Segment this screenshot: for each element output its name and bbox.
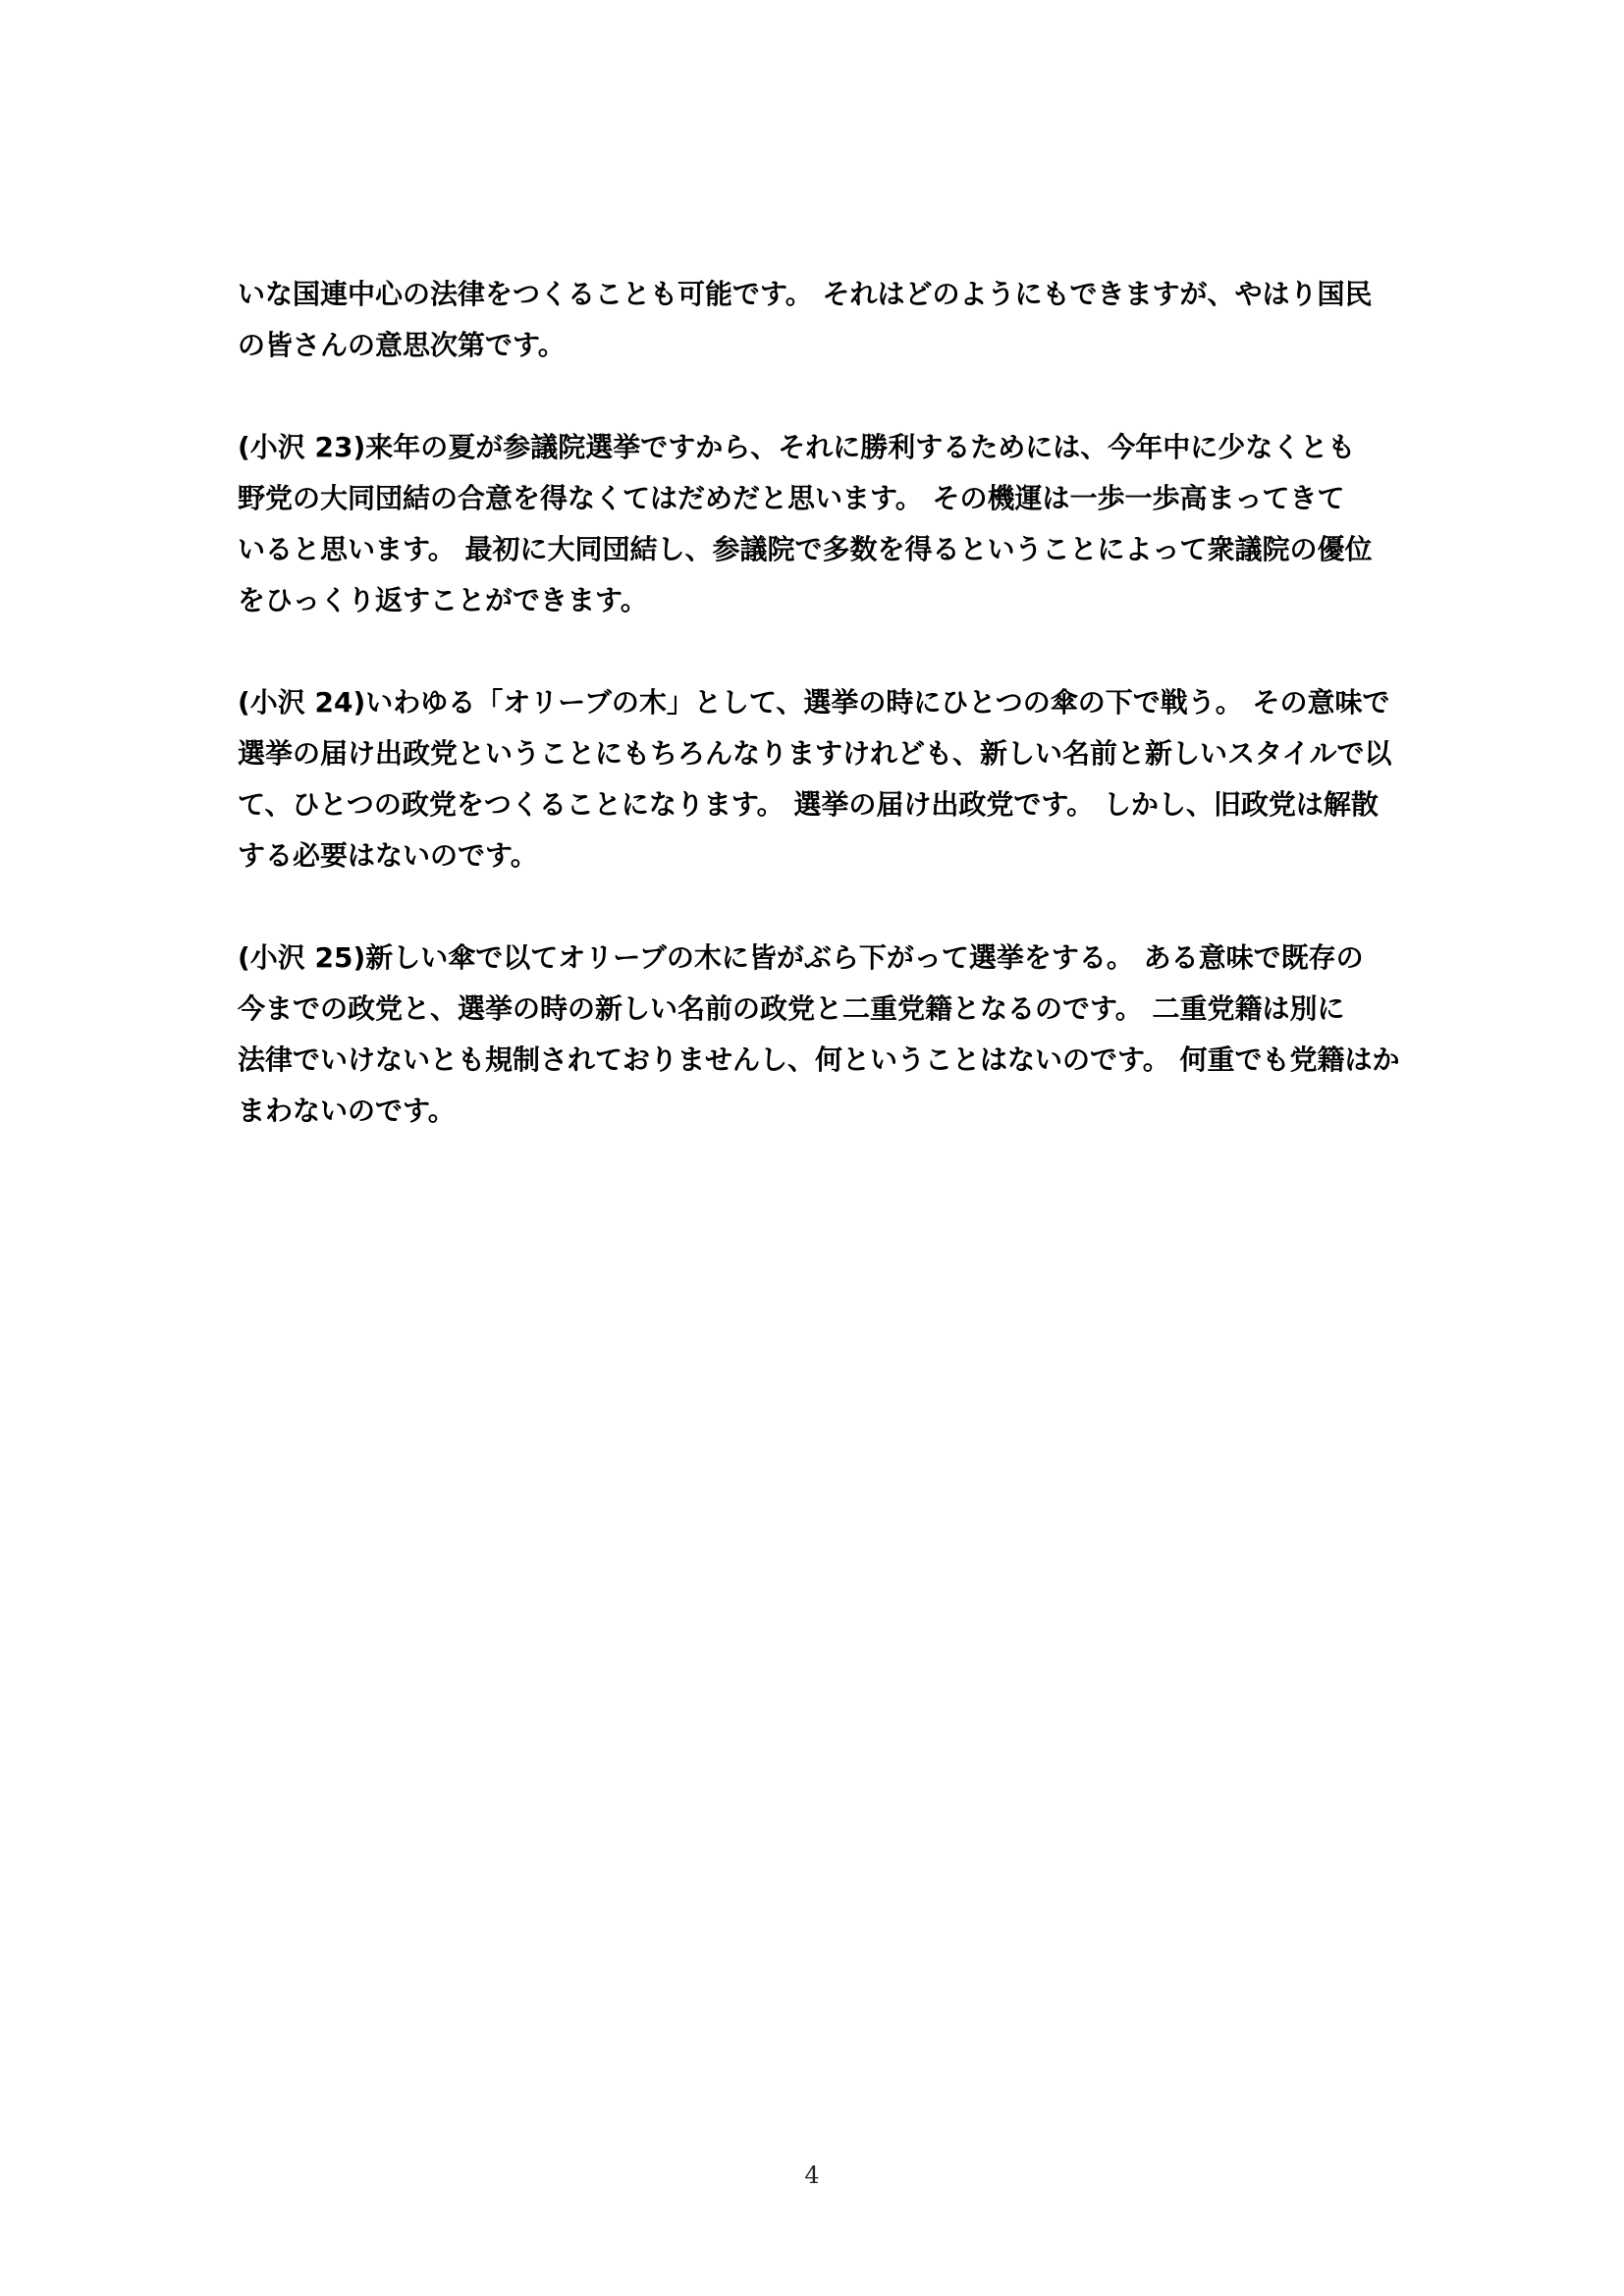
- paragraph-1: [238, 269, 1416, 371]
- paragraph-line: する必要はないのです。: [238, 839, 538, 872]
- paragraph-line: (小沢 25)新しい傘で以てオリーブの木に皆がぶら下がって選挙をする。 ある意味で既存の: [238, 941, 1364, 974]
- page-number: 4: [804, 2162, 820, 2189]
- paragraph-line: いな国連中心の法律をつくることも可能です。 それはどのようにもできますが、やはり国民: [238, 278, 1373, 310]
- paragraph-line: いると思います。 最初に大同団結し、参議院で多数を得るということによって衆議院の優位: [238, 533, 1373, 565]
- paragraph-line: て、ひとつの政党をつくることになります。 選挙の届け出政党です。 しかし、旧政党は解散: [238, 788, 1379, 821]
- paragraph-line: 野党の大同団結の合意を得なくてはだめだと思います。 その機運は一歩一歩高まってきて: [238, 482, 1345, 514]
- document-body: [238, 269, 1416, 1188]
- paragraph-line: 今までの政党と、選挙の時の新しい名前の政党と二重党籍となるのです。 二重党籍は別に: [238, 992, 1345, 1025]
- paragraph-line: の皆さんの意思次第です。: [238, 329, 566, 361]
- paragraph-line: まわないのです。: [238, 1095, 456, 1127]
- paragraph-ozawa-24: [238, 677, 1416, 881]
- paragraph-line: 法律でいけないとも規制されておりませんし、何ということはないのです。 何重でも党籍はか: [238, 1043, 1400, 1076]
- paragraph-ozawa-25: [238, 933, 1416, 1137]
- paragraph-line: 選挙の届け出政党ということにもちろんなりますけれども、新しい名前と新しいスタイルで以: [238, 737, 1392, 770]
- paragraph-line: (小沢 23)来年の夏が参議院選挙ですから、それに勝利するためには、今年中に少なくとも: [238, 431, 1356, 463]
- paragraph-line: (小沢 24)いわゆる「オリーブの木」として、選挙の時にひとつの傘の下で戦う。 その意味で: [238, 686, 1390, 719]
- paragraph-line: をひっくり返すことができます。: [238, 584, 648, 616]
- paragraph-ozawa-23: [238, 422, 1416, 626]
